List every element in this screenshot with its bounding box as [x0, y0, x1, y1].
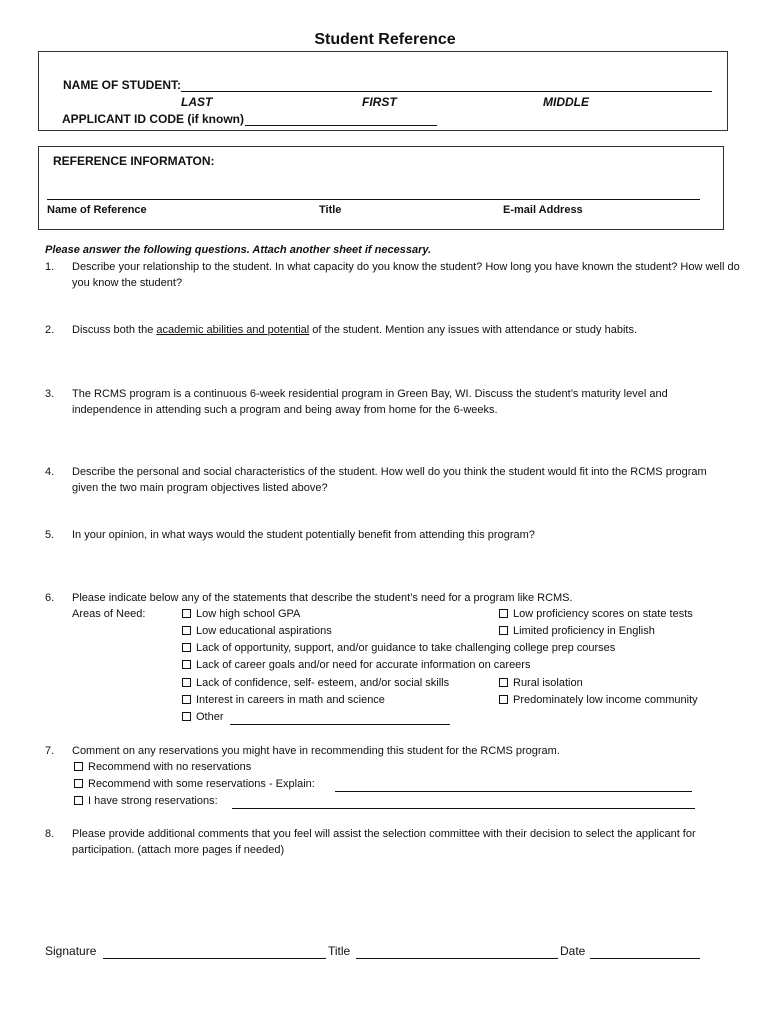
- need-interest-math[interactable]: Interest in careers in math and science: [182, 694, 385, 706]
- first-label: FIRST: [362, 95, 397, 109]
- need-lack-confidence[interactable]: Lack of confidence, self- esteem, and/or social skills: [182, 677, 449, 689]
- question-number: 6.: [45, 592, 55, 604]
- checkbox[interactable]: [182, 643, 191, 652]
- question-text: Describe the personal and social characteristics of the student. How well do you think the student would fit into the RCMS program given the two main program objectives listed above?: [72, 466, 707, 494]
- question-text: In your opinion, in what ways would the student potentially benefit from attending this program?: [72, 529, 535, 541]
- question-text: Describe your relationship to the student. In what capacity do you know the student? How long you have known the student? How well do you know the student?: [72, 261, 740, 289]
- underlined-phrase: academic abilities and potential: [156, 324, 310, 336]
- checkbox[interactable]: [182, 695, 191, 704]
- need-low-scores[interactable]: Low proficiency scores on state tests: [499, 608, 693, 620]
- question-text: Comment on any reservations you might have in recommending this student for the RCMS program.: [72, 745, 560, 757]
- need-lack-career[interactable]: Lack of career goals and/or need for accurate information on careers: [182, 659, 530, 671]
- checkbox[interactable]: [182, 678, 191, 687]
- page-title: Student Reference: [314, 31, 456, 48]
- last-label: LAST: [181, 95, 213, 109]
- date-field[interactable]: [590, 958, 700, 959]
- signature-field[interactable]: [103, 958, 326, 959]
- applicant-id-field[interactable]: [245, 125, 437, 126]
- question-text: The RCMS program is a continuous 6-week residential program in Green Bay, WI. Discuss the student’s maturity level and independence in attending such a program and being away from home for the 6-weeks.: [72, 388, 668, 416]
- signature-label: Signature: [45, 944, 97, 958]
- recommend-no-reservations[interactable]: Recommend with no reservations: [74, 761, 251, 773]
- reference-title-label: Title: [319, 204, 342, 216]
- reference-email-label: E-mail Address: [503, 204, 583, 216]
- question-5: [45, 527, 745, 543]
- checkbox[interactable]: [74, 796, 83, 805]
- question-8: [45, 826, 745, 858]
- checkbox[interactable]: [499, 695, 508, 704]
- question-number: 3.: [45, 388, 55, 400]
- signature-title-field[interactable]: [356, 958, 558, 959]
- question-6: [45, 590, 745, 606]
- checkbox[interactable]: [182, 660, 191, 669]
- need-limited-english[interactable]: Limited proficiency in English: [499, 625, 655, 637]
- checkbox[interactable]: [182, 609, 191, 618]
- question-1: [45, 259, 745, 291]
- checkbox[interactable]: [74, 779, 83, 788]
- checkbox[interactable]: [499, 626, 508, 635]
- strong-reservations-field[interactable]: [232, 808, 695, 809]
- question-3: [45, 386, 745, 418]
- need-other[interactable]: Other: [182, 711, 224, 723]
- other-field[interactable]: [230, 724, 450, 725]
- recommend-strong-reservations[interactable]: I have strong reservations:: [74, 795, 218, 807]
- need-low-gpa[interactable]: Low high school GPA: [182, 608, 300, 620]
- need-low-income[interactable]: Predominately low income community: [499, 694, 698, 706]
- question-text: Please provide additional comments that you feel will assist the selection committee with their decision to select the applicant for participation. (attach more pages if needed): [72, 828, 696, 856]
- question-2: [45, 322, 745, 338]
- signature-title-label: Title: [328, 944, 351, 958]
- student-name-field[interactable]: [181, 91, 712, 92]
- question-number: 1.: [45, 261, 55, 273]
- question-4: [45, 464, 745, 496]
- areas-of-need-label: Areas of Need:: [72, 608, 146, 620]
- checkbox[interactable]: [182, 626, 191, 635]
- question-number: 7.: [45, 745, 55, 757]
- question-number: 2.: [45, 324, 55, 336]
- question-number: 8.: [45, 828, 55, 840]
- question-text: Please indicate below any of the statements that describe the student’s need for a program like RCMS.: [72, 592, 573, 604]
- recommend-some-reservations[interactable]: Recommend with some reservations - Explain:: [74, 778, 315, 790]
- name-of-reference-label: Name of Reference: [47, 204, 147, 216]
- question-number: 4.: [45, 466, 55, 478]
- question-text: Discuss both the academic abilities and potential of the student. Mention any issues with attendance or study habits.: [72, 324, 637, 336]
- checkbox[interactable]: [182, 712, 191, 721]
- reference-field-line[interactable]: [47, 199, 700, 200]
- checkbox[interactable]: [499, 609, 508, 618]
- date-label: Date: [560, 944, 586, 958]
- question-7: [45, 743, 745, 759]
- checkbox[interactable]: [499, 678, 508, 687]
- explain-field[interactable]: [335, 791, 692, 792]
- need-lack-opportunity[interactable]: Lack of opportunity, support, and/or guidance to take challenging college prep courses: [182, 642, 615, 654]
- student-name-label: NAME OF STUDENT:: [63, 78, 181, 92]
- need-low-aspirations[interactable]: Low educational aspirations: [182, 625, 332, 637]
- question-number: 5.: [45, 529, 55, 541]
- instructions: Please answer the following questions. Attach another sheet if necessary.: [45, 244, 432, 256]
- need-rural[interactable]: Rural isolation: [499, 677, 583, 689]
- applicant-id-label: APPLICANT ID CODE (if known): [62, 112, 244, 126]
- checkbox[interactable]: [74, 762, 83, 771]
- reference-heading: REFERENCE INFORMATON:: [53, 154, 215, 168]
- middle-label: MIDDLE: [543, 95, 589, 109]
